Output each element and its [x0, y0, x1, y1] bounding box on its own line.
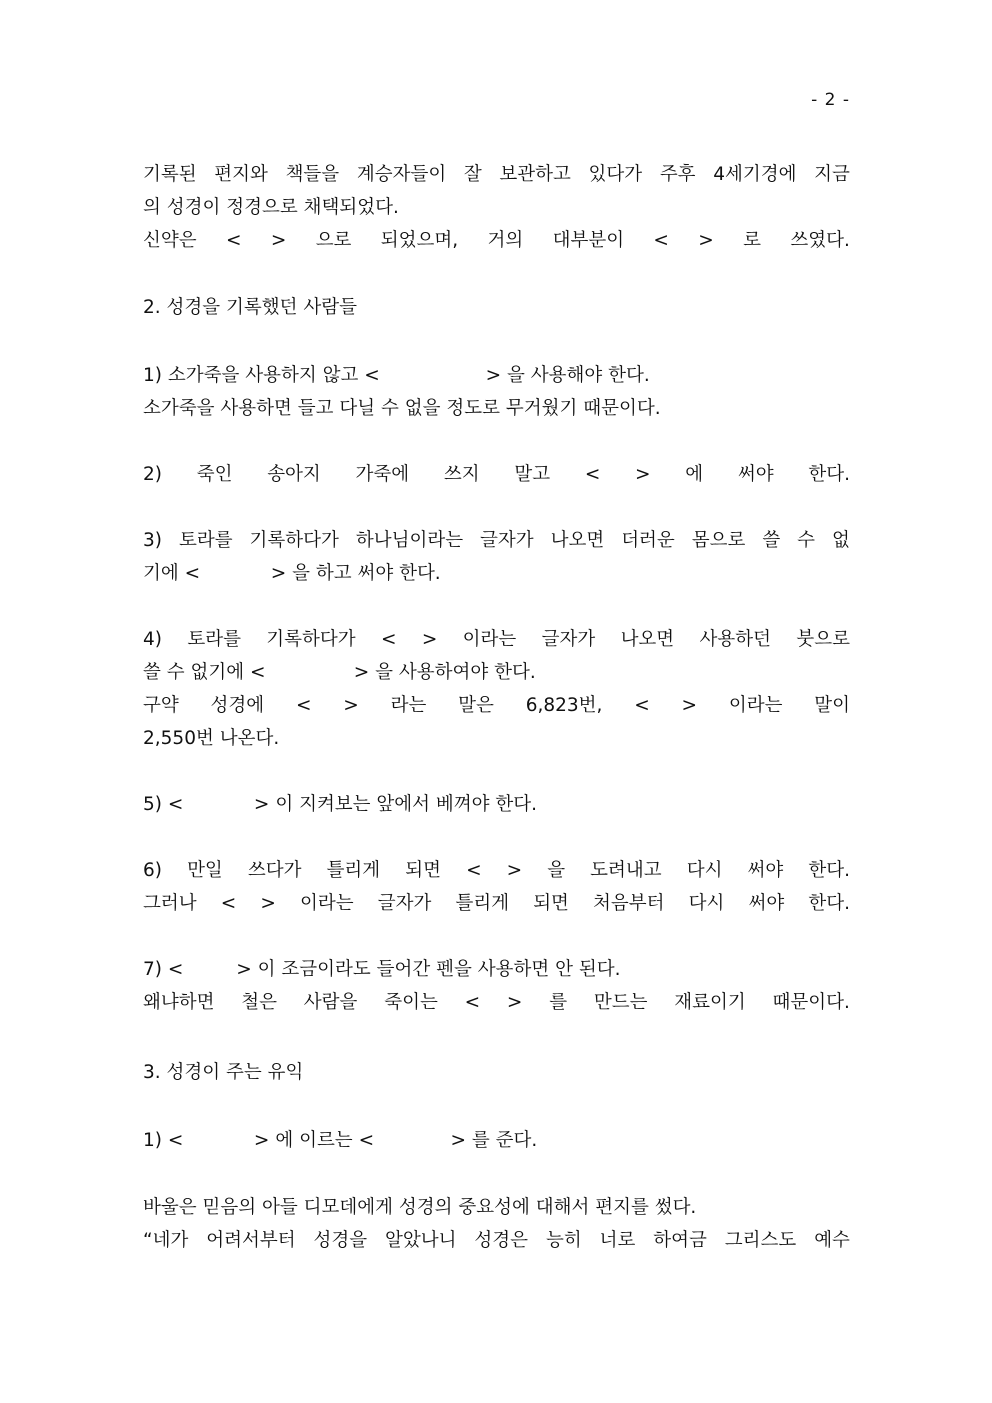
word: 기록된	[143, 164, 197, 185]
word: <	[464, 992, 481, 1013]
word: <	[380, 629, 397, 650]
word: 때문이다.	[772, 992, 850, 1013]
word: 없	[832, 530, 850, 551]
word: 3)	[143, 530, 162, 551]
body-line: 2,550번 나온다.	[143, 728, 280, 749]
word: 거의	[487, 230, 524, 251]
word: 철은	[241, 992, 278, 1013]
word: >	[698, 230, 714, 251]
word: 편지와	[214, 164, 268, 185]
word: 틀리게	[455, 893, 510, 914]
body-line: 의 성경이 정경으로 채택되었다.	[143, 197, 399, 218]
word: >	[635, 464, 651, 485]
word: 되면	[405, 860, 441, 881]
body-line: 쓸 수 없기에 < > 을 사용하여야 한다.	[143, 662, 536, 683]
body-line: 기에 < > 을 하고 써야 한다.	[143, 563, 441, 584]
word: 그러나	[143, 893, 197, 914]
word: 잘	[463, 164, 482, 185]
word: 너로	[599, 1230, 636, 1251]
word: 수	[797, 530, 816, 551]
word: 토라를	[178, 530, 233, 551]
body-line	[143, 887, 850, 920]
word: 한다.	[808, 464, 850, 485]
word: 알았나니	[385, 1230, 457, 1251]
word: 한다.	[808, 860, 850, 881]
word: 성경에	[210, 695, 265, 716]
word: 틀리게	[326, 860, 381, 881]
word: 도려내고	[590, 860, 662, 881]
body-line: 소가죽을 사용하면 들고 다닐 수 없을 정도로 무거웠기 때문이다.	[143, 398, 661, 419]
word: 말고	[514, 464, 551, 485]
body-line	[143, 458, 850, 491]
word: 6)	[143, 860, 162, 881]
word: 가죽에	[355, 464, 410, 485]
word: 어려서부터	[206, 1230, 296, 1251]
word: 6,823번,	[525, 695, 603, 716]
body-line	[143, 158, 850, 191]
body-line: 1) < > 에 이르는 < > 를 준다.	[143, 1130, 538, 1151]
word: >	[681, 695, 698, 716]
word: 으로	[315, 230, 352, 251]
word: 예수	[814, 1230, 850, 1251]
body-line: 5) < > 이 지켜보는 앞에서 베껴야 한다.	[143, 794, 538, 815]
word: 사람을	[303, 992, 358, 1013]
word: <	[653, 230, 669, 251]
word: 말은	[458, 695, 494, 716]
word: 되면	[533, 893, 569, 914]
page-number: - 2 -	[811, 90, 850, 110]
word: 기록하다가	[266, 629, 356, 650]
word: 성경을	[313, 1230, 368, 1251]
word: 토라를	[187, 629, 241, 650]
body-line: 7) < > 이 조금이라도 들어간 펜을 사용하면 안 된다.	[143, 959, 621, 980]
word: 붓으로	[796, 629, 850, 650]
word: 책들을	[285, 164, 340, 185]
word: 사용하던	[699, 629, 771, 650]
body-line	[143, 623, 850, 656]
word: 에	[685, 464, 704, 485]
body-line	[143, 689, 850, 722]
word: 되었으며,	[380, 230, 459, 251]
body-line	[143, 854, 850, 887]
word: 하여금	[653, 1230, 707, 1251]
word: 글자가	[480, 530, 534, 551]
word: 성경은	[474, 1230, 529, 1251]
word: 써야	[737, 464, 774, 485]
word: >	[421, 629, 438, 650]
section-heading: 3. 성경이 주는 유익	[143, 1062, 304, 1083]
word: >	[270, 230, 287, 251]
word: 계승자들이	[356, 164, 447, 185]
word: >	[506, 992, 523, 1013]
word: 보관하고	[499, 164, 571, 185]
word: 구약	[143, 695, 179, 716]
word: 한다.	[808, 893, 850, 914]
word: 이라는	[462, 629, 517, 650]
word: 신약은	[143, 230, 197, 251]
word: 쓸	[762, 530, 781, 551]
word: 왜냐하면	[143, 992, 215, 1013]
word: 몸으로	[691, 530, 746, 551]
word: <	[225, 230, 242, 251]
word: 2)	[143, 464, 162, 485]
word: 쓰였다.	[790, 230, 850, 251]
body-line	[143, 986, 850, 1019]
word: 이라는	[299, 893, 354, 914]
word: 그리스도	[724, 1230, 797, 1251]
word: 이라는	[728, 695, 783, 716]
word: 능히	[545, 1230, 582, 1251]
word: 대부분이	[552, 230, 625, 251]
word: 기록하다가	[249, 530, 339, 551]
word: 나오면	[620, 629, 675, 650]
word: 글자가	[377, 893, 432, 914]
word: 4)	[143, 629, 162, 650]
word: “네가	[143, 1230, 189, 1251]
word: 송아지	[267, 464, 321, 485]
body-line: 바울은 믿음의 아들 디모데에게 성경의 중요성에 대해서 편지를 썼다.	[143, 1197, 697, 1218]
word: 처음부터	[593, 893, 665, 914]
word: 지금	[814, 164, 850, 185]
body-line	[143, 1224, 850, 1257]
word: 만드는	[593, 992, 648, 1013]
word: 써야	[748, 893, 785, 914]
word: 다시	[688, 893, 725, 914]
word: 더러운	[621, 530, 675, 551]
word: 죽인	[196, 464, 233, 485]
word: 로	[743, 230, 762, 251]
word: 쓰다가	[247, 860, 302, 881]
body-line	[143, 224, 850, 257]
word: 나오면	[550, 530, 605, 551]
word: 하나님이라는	[355, 530, 464, 551]
word: 말이	[814, 695, 850, 716]
word: <	[220, 893, 237, 914]
word: 만일	[187, 860, 223, 881]
body-line	[143, 524, 850, 557]
word: 4세기경에	[713, 164, 797, 185]
word: >	[506, 860, 523, 881]
body-line: 1) 소가죽을 사용하지 않고 < > 을 사용해야 한다.	[143, 365, 650, 386]
word: <	[584, 464, 601, 485]
word: <	[466, 860, 482, 881]
word: 을	[547, 860, 566, 881]
word: 써야	[747, 860, 784, 881]
word: 있다가	[588, 164, 643, 185]
word: 죽이는	[384, 992, 438, 1013]
word: 라는	[390, 695, 427, 716]
word: 주후	[659, 164, 696, 185]
word: <	[634, 695, 650, 716]
word: 를	[549, 992, 568, 1013]
section-heading: 2. 성경을 기록했던 사람들	[143, 297, 358, 318]
word: 재료이기	[674, 992, 746, 1013]
word: >	[260, 893, 276, 914]
word: <	[295, 695, 312, 716]
word: >	[343, 695, 359, 716]
word: 다시	[686, 860, 723, 881]
word: 쓰지	[443, 464, 480, 485]
word: 글자가	[541, 629, 596, 650]
